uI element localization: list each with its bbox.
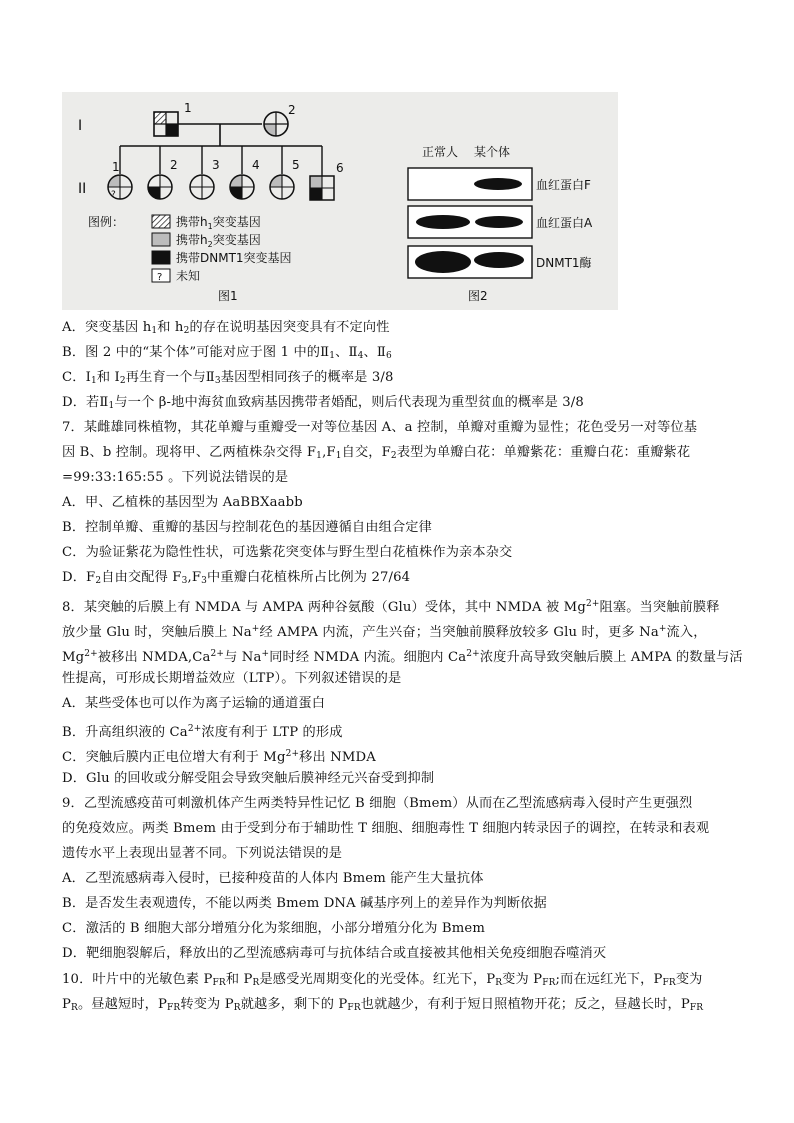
q9-option-d: D．靶细胞裂解后，释放出的乙型流感病毒可与抗体结合或直接被其他相关免疫细胞吞噬消灭 <box>62 946 607 961</box>
q7-option-b: B．控制单瓣、重瓣的基因与控制花色的基因遵循自由组合定律 <box>62 520 432 535</box>
q8-option-b: B．升高组织液的 $Ca^{2+}$浓度有利于 LTP 的形成 <box>62 724 343 740</box>
q9-stem-line-3: 遗传水平上表现出显著不同。下列说法错误的是 <box>62 846 343 861</box>
q7-option-a: A．甲、乙植株的基因型为 AaBBXaabb <box>62 495 303 510</box>
fig2-caption: 图2 <box>468 289 488 303</box>
fig1-caption: 图1 <box>218 289 238 303</box>
label-II3: 3 <box>212 158 220 172</box>
gel-label-dnmt1: DNMT1酶 <box>536 256 592 270</box>
label-II5: 5 <box>292 158 300 172</box>
q8-stem-line-2: 放少量 Glu 时，突触后膜上 Na+经 AMPA 内流，产生兴奋；当突触前膜释放较多 Glu 时，更多 Na+流入， <box>62 624 707 640</box>
col-someone: 某个体 <box>474 145 511 159</box>
legend-h1 <box>152 214 261 231</box>
gel-row-dnmt1 <box>408 246 532 278</box>
figure-panel <box>62 92 618 310</box>
label-I2: 2 <box>288 103 296 117</box>
svg-text:未知: 未知 <box>176 269 201 283</box>
svg-text:?: ? <box>111 190 116 200</box>
svg-text:?: ? <box>157 272 163 283</box>
q7-stem-line-3: =99:33:165:55 。下列说法错误的是 <box>62 470 289 485</box>
q8-stem-line-3: $Mg^{2+}$被移出 $NMDA,Ca^{2+}$与 Na+同时经 NMDA 内流。细胞内 $Ca^{2+}$浓度升高导致突触后膜上 AMPA 的数量与活 <box>62 649 743 665</box>
figure-svg <box>62 92 618 310</box>
q7-option-c: C．为验证紫花为隐性性状，可选紫花突变体与野生型白花植株作为亲本杂交 <box>62 545 513 560</box>
q9-stem-line-1: 9．乙型流感疫苗可刺激机体产生两类特异性记忆 B 细胞（Bmem）从而在乙型流感病毒入侵时产生更强烈 <box>62 796 693 811</box>
q9-option-c: C．激活的 B 细胞大部分增殖分化为浆细胞，小部分增殖分化为 Bmem <box>62 921 485 936</box>
pedigree-II1 <box>108 175 132 200</box>
q8-stem-line-4: 性提高，可形成长期增益效应（LTP）。下列叙述错误的是 <box>62 671 402 686</box>
legend-h2 <box>152 232 261 249</box>
gel-row-hbf <box>408 168 532 200</box>
col-normal: 正常人 <box>422 145 459 159</box>
svg-text:携带h1突变基因: 携带$h_1$突变基因 <box>176 215 261 231</box>
gel-label-hbf: 血红蛋白F <box>536 178 591 192</box>
label-II1: 1 <box>112 160 120 174</box>
q7-stem-line-2: 因 B、b 控制。现将甲、乙两植株杂交得 $F_1,F_1$自交，$F_2$表型为单瓣白花：单瓣紫花：重瓣白花：重瓣紫花 <box>62 445 691 461</box>
q8-option-d: D．Glu 的回收或分解受阻会导致突触后膜神经元兴奋受到抑制 <box>62 771 435 786</box>
q9-option-b: B．是否发生表观遗传，不能以两类 Bmem DNA 碱基序列上的差异作为判断依据 <box>62 896 547 911</box>
q7-stem-line-1: 7．某雌雄同株植物，其花单瓣与重瓣受一对等位基因 A、a 控制，单瓣对重瓣为显性；花色受另一对等位基 <box>62 420 698 435</box>
q8-option-a: A．某些受体也可以作为离子运输的通道蛋白 <box>62 696 326 711</box>
q9-option-a: A．乙型流感病毒入侵时，已接种疫苗的人体内 Bmem 能产生大量抗体 <box>62 871 484 886</box>
q8-stem-line-1: 8．某突触的后膜上有 NMDA 与 AMPA 两种谷氨酸（Glu）受体，其中 NMDA 被 $Mg^{2+}$阻塞。当突触前膜释 <box>62 599 720 615</box>
legend-unknown <box>152 268 200 283</box>
pedigree-II5 <box>270 175 294 199</box>
pedigree-II4 <box>230 175 254 199</box>
label-II2: 2 <box>170 158 178 172</box>
pedigree-I2 <box>264 112 288 136</box>
gen-label-1: I <box>78 118 83 134</box>
svg-text:携带DNMT1突变基因: 携带DNMT1突变基因 <box>176 251 292 265</box>
legend-title: 图例： <box>88 215 125 229</box>
q6-option-a: A．突变基因 $h_1$和 $h_2$的存在说明基因突变具有不定向性 <box>62 320 390 336</box>
q8-option-c: C．突触后膜内正电位增大有利于 $Mg^{2+}$移出 NMDA <box>62 749 376 765</box>
q6-option-d: D．若$Ⅱ_1$与一个 β-地中海贫血致病基因携带者婚配，则后代表现为重型贫血的概率是 3/8 <box>62 395 584 411</box>
q6-option-c: C．$I_1$和 $I_2$再生育一个与$Ⅱ_3$基因型相同孩子的概率是 3/8 <box>62 370 394 386</box>
label-II6: 6 <box>336 161 344 175</box>
pedigree-II2 <box>148 175 172 199</box>
gel-label-hba: 血红蛋白A <box>536 216 593 230</box>
q9-stem-line-2: 的免疫效应。两类 Bmem 由于受到分布于辅助性 T 细胞、细胞毒性 T 细胞内转录因子的调控，在转录和表观 <box>62 821 710 836</box>
label-II4: 4 <box>252 158 260 172</box>
gen-label-2: II <box>78 181 87 197</box>
svg-text:携带h2突变基因: 携带$h_2$突变基因 <box>176 233 261 249</box>
legend-dnmt1 <box>152 250 292 265</box>
pedigree-I1 <box>154 112 178 136</box>
pedigree-II6 <box>310 176 334 200</box>
gel-row-hba <box>408 206 532 238</box>
q10-stem-line-1: 10．叶片中的光敏色素 $P_{FR}$和 $P_R$是感受光周期变化的光受体。红光下，$P_R$变为 $P_{FR}$;而在远红光下，$P_{FR}$变为 <box>62 972 703 988</box>
q10-stem-line-2: $P_R$。昼越短时，$P_{FR}$转变为 $P_R$就越多，剩下的 $P_{FR}$也就越少，有利于短日照植物开花；反之，昼越长时，$P_{FR}$ <box>62 997 704 1013</box>
label-I1: 1 <box>184 101 192 115</box>
q6-option-b: B．图 2 中的“某个体”可能对应于图 1 中的$Ⅱ_1$、$Ⅱ_4$、$Ⅱ_6$ <box>62 345 392 361</box>
pedigree-II3 <box>190 175 214 199</box>
q7-option-d: D．$F_2$自由交配得 $F_3,F_3$中重瓣白花植株所占比例为 27/64 <box>62 570 411 586</box>
